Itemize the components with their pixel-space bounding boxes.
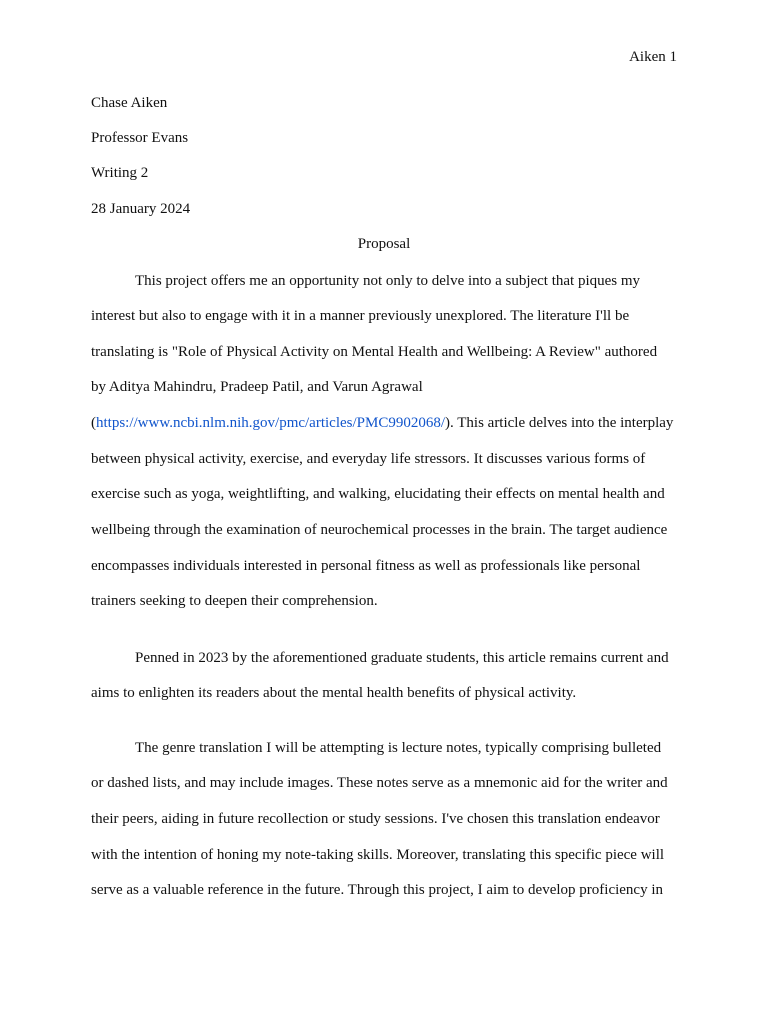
- professor-name: Professor Evans: [91, 130, 189, 146]
- running-head: Aiken 1: [629, 49, 677, 65]
- paragraph-line: interest but also to engage with it in a manner previously unexplored. The literature I'll be: [91, 308, 630, 324]
- paragraph-line: their peers, aiding in future recollection or study sessions. I've chosen this translation endeavor: [91, 811, 660, 827]
- paragraph-line: translating is "Role of Physical Activity on Mental Health and Wellbeing: A Review" authored: [91, 344, 658, 360]
- paragraph-line: aims to enlighten its readers about the mental health benefits of physical activity.: [91, 685, 577, 701]
- paragraph-line: Penned in 2023 by the aforementioned graduate students, this article remains current and: [135, 650, 669, 666]
- paragraph-line-with-link: [91, 413, 673, 433]
- document-date: 28 January 2024: [91, 201, 191, 217]
- course-name: Writing 2: [91, 165, 149, 181]
- student-name: Chase Aiken: [91, 95, 168, 111]
- paragraph-line: The genre translation I will be attempting is lecture notes, typically comprising bulleted: [135, 740, 662, 756]
- line-text: ). This article delves into the interplay: [445, 415, 674, 431]
- article-link[interactable]: https://www.ncbi.nlm.nih.gov/pmc/articles/PMC9902068/: [96, 415, 446, 431]
- paragraph-line: serve as a valuable reference in the future. Through this project, I aim to develop proficiency in: [91, 882, 663, 898]
- paragraph-line: This project offers me an opportunity not only to delve into a subject that piques my: [135, 273, 641, 289]
- paragraph-line: by Aditya Mahindru, Pradeep Patil, and Varun Agrawal: [91, 379, 423, 395]
- paragraph-line: or dashed lists, and may include images. These notes serve as a mnemonic aid for the writer and: [91, 775, 668, 791]
- paragraph-line: between physical activity, exercise, and everyday life stressors. It discusses various forms of: [91, 451, 646, 467]
- document-title: Proposal: [357, 236, 411, 252]
- paragraph-line: trainers seeking to deepen their comprehension.: [91, 593, 378, 609]
- paragraph-line: exercise such as yoga, weightlifting, and walking, elucidating their effects on mental health and: [91, 486, 665, 502]
- paragraph-line: with the intention of honing my note-taking skills. Moreover, translating this specific piece will: [91, 847, 665, 863]
- open-paren: (: [91, 415, 96, 431]
- paragraph-line: wellbeing through the examination of neurochemical processes in the brain. The target audience: [91, 522, 668, 538]
- paragraph-line: encompasses individuals interested in personal fitness as well as professionals like personal: [91, 558, 641, 574]
